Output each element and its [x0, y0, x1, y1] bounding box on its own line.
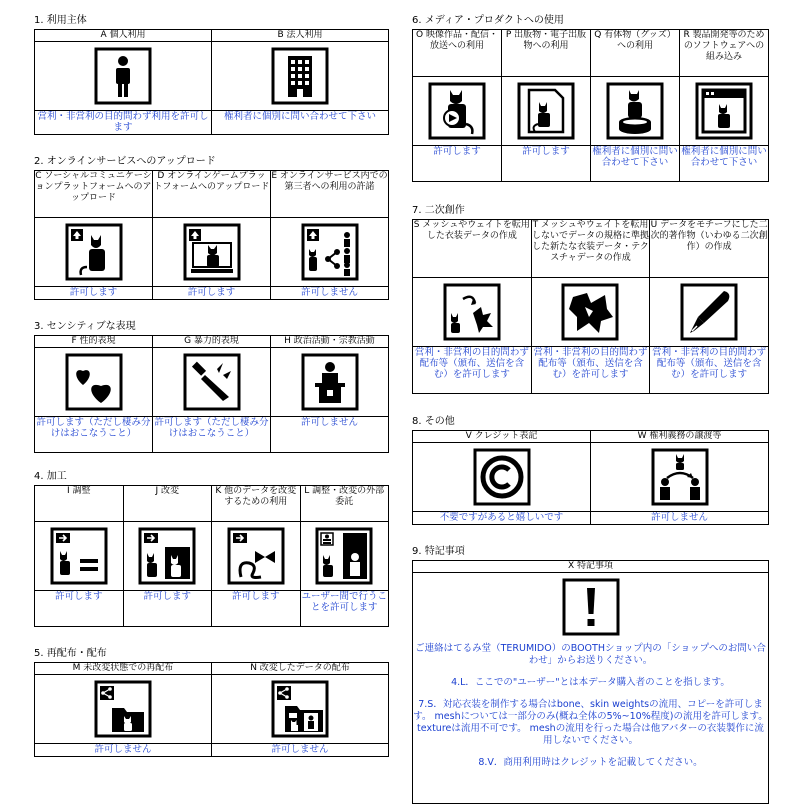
modify-icon	[138, 527, 196, 585]
copyright-icon	[473, 448, 531, 506]
column-header: E オンラインサービス内での第三者への利用の許諾	[271, 171, 389, 218]
section-title: 5. 再配布・配布	[34, 648, 107, 659]
section-other	[412, 416, 769, 525]
note-paragraph: 4.L．ここでの"ユーザー"とは本データ購入者のことを指します。	[451, 677, 730, 688]
hearts-icon	[65, 353, 123, 411]
column-header: K 他のデータを改変するための利用	[212, 486, 301, 522]
section-usage-subject	[34, 15, 389, 135]
column-header: J 改変	[123, 486, 212, 522]
answer-text: 許可します	[35, 287, 153, 300]
publication-icon	[517, 82, 575, 140]
column-header: D オンラインゲームプラットフォームへのアップロード	[153, 171, 271, 218]
answer-text: 許可しません	[271, 287, 389, 300]
terms-table	[412, 430, 769, 525]
cat-cloth-icon	[443, 283, 501, 341]
answer-text: 権利者に個別に問い合わせて下さい	[680, 146, 769, 182]
terms-table	[412, 219, 769, 394]
answer-text: 許可しません	[212, 744, 389, 757]
column-header: C ソーシャルコミュニケーションプラットフォームへのアップロード	[35, 171, 153, 218]
section-title: 4. 加工	[34, 471, 67, 482]
column-header: W 権利義務の譲渡等	[591, 431, 769, 443]
section-title: 8. その他	[412, 416, 455, 427]
column-header: R 製品開発等のためのソフトウェアへの組み込み	[680, 30, 769, 77]
answer-text: 許可します	[502, 146, 591, 182]
answer-text: 許可します（ただし棲み分けはおこなうこと）	[153, 417, 271, 453]
share-modified-icon	[271, 680, 329, 738]
answer-text: 営利・非営利の目的問わず配布等（頒布、送信を含む）を許可します	[531, 347, 650, 394]
terms-table	[34, 662, 389, 757]
figure-icon	[606, 82, 664, 140]
column-header: S メッシュやウェイトを転用した衣装データの作成	[413, 220, 532, 278]
section-redistribution	[34, 648, 389, 757]
answer-text: 許可しません	[271, 417, 389, 453]
game-upload-icon	[183, 223, 241, 281]
answer-text: 許可します	[153, 287, 271, 300]
section-title: 2. オンラインサービスへのアップロード	[34, 156, 216, 167]
answer-text: 許可します	[413, 146, 502, 182]
building-icon	[271, 47, 329, 105]
answer-text: 営利・非営利の目的問わず配布等（頒布、送信を含む）を許可します	[413, 347, 532, 394]
note-paragraph: ご連絡はてるみ堂（TERUMIDO）のBOOTHショップ内の「ショップへのお問い合わせ」からお送りください。	[415, 643, 766, 666]
column-header: G 暴力的表現	[153, 336, 271, 348]
terms-table	[34, 29, 389, 135]
exclamation-icon	[562, 578, 620, 636]
terms-table	[412, 560, 769, 804]
ribbon-cat-icon	[227, 527, 285, 585]
section-title: 1. 利用主体	[34, 15, 87, 26]
section-special	[412, 546, 769, 804]
column-header: A 個人利用	[35, 30, 212, 42]
column-header: L 調整・改変の外部委託	[300, 486, 389, 522]
column-header: U データをモチーフにした二次的著作物（いわゆる二次創作）の作成	[650, 220, 769, 278]
answer-text: 許可しません	[591, 512, 769, 525]
column-header: I 調整	[35, 486, 124, 522]
column-header: X 特記事項	[413, 561, 769, 573]
answer-text: 許可します	[123, 591, 212, 627]
section-title: 7. 二次創作	[412, 205, 465, 216]
column-header: F 性的表現	[35, 336, 153, 348]
answer-text: 不要ですがあると嬉しいです	[413, 512, 591, 525]
column-header: O 映像作品・配信・放送への利用	[413, 30, 502, 77]
speaker-podium-icon	[301, 353, 359, 411]
answer-text: 営利・非営利の目的問わず配布等（頒布、送信を含む）を許可します	[650, 347, 769, 394]
section-title: 9. 特記事項	[412, 546, 465, 557]
note-paragraph: 8.V．商用利用時はクレジットを記載してください。	[478, 757, 703, 768]
column-header: Q 有体物（グッズ）への利用	[591, 30, 680, 77]
adjust-icon	[50, 527, 108, 585]
cloth-icon	[561, 283, 619, 341]
section-title: 3. センシティブな表現	[34, 321, 136, 332]
answer-text: 権利者に個別に問い合わせて下さい	[212, 111, 389, 135]
answer-text: 許可します	[212, 591, 301, 627]
avatar-upload-icon	[65, 223, 123, 281]
column-header: N 改変したデータの配布	[212, 663, 389, 675]
answer-text: 許可しません	[35, 744, 212, 757]
video-icon	[428, 82, 486, 140]
answer-text: 営利・非営利の目的問わず利用を許可します	[35, 111, 212, 135]
answer-text: 許可します（ただし棲み分けはおこなうこと）	[35, 417, 153, 453]
software-icon	[695, 82, 753, 140]
share-users-icon	[301, 223, 359, 281]
section-sensitive	[34, 321, 389, 453]
note-paragraph: 7.S．対応衣装を制作する場合はbone、skin weightsの流用、コピーを許可します。 meshについては一部分のみ(概ね全体の5%~10%程度)の流用を許可します。 textureは流用不可です。 meshの流用を行った場合は他アバターの衣装製作に流用しないでください。	[413, 699, 768, 746]
transfer-icon	[651, 448, 709, 506]
knife-icon	[183, 353, 241, 411]
column-header: H 政治活動・宗教活動	[271, 336, 389, 348]
pen-icon	[680, 283, 738, 341]
terms-table	[34, 335, 389, 453]
section-modification	[34, 471, 389, 627]
section-online-upload	[34, 156, 389, 300]
column-header: P 出版物・電子出版物への利用	[502, 30, 591, 77]
section-derivative	[412, 205, 769, 394]
answer-text: 権利者に個別に問い合わせて下さい	[591, 146, 680, 182]
terms-table	[412, 29, 769, 182]
special-notes	[413, 641, 769, 804]
share-folder-icon	[94, 680, 152, 738]
outsource-icon	[315, 527, 373, 585]
column-header: M 未改変状態での再配布	[35, 663, 212, 675]
section-media	[412, 15, 769, 182]
section-title: 6. メディア・プロダクトへの使用	[412, 15, 564, 26]
person-icon	[94, 47, 152, 105]
column-header: T メッシュやウェイトを転用しないでデータの規格に準拠した新たな衣装データ・テクスチャデータの作成	[531, 220, 650, 278]
terms-table	[34, 485, 389, 627]
column-header: B 法人利用	[212, 30, 389, 42]
column-header: V クレジット表記	[413, 431, 591, 443]
terms-table	[34, 170, 389, 300]
answer-text: ユーザー間で行うことを許可します	[300, 591, 389, 627]
answer-text: 許可します	[35, 591, 124, 627]
